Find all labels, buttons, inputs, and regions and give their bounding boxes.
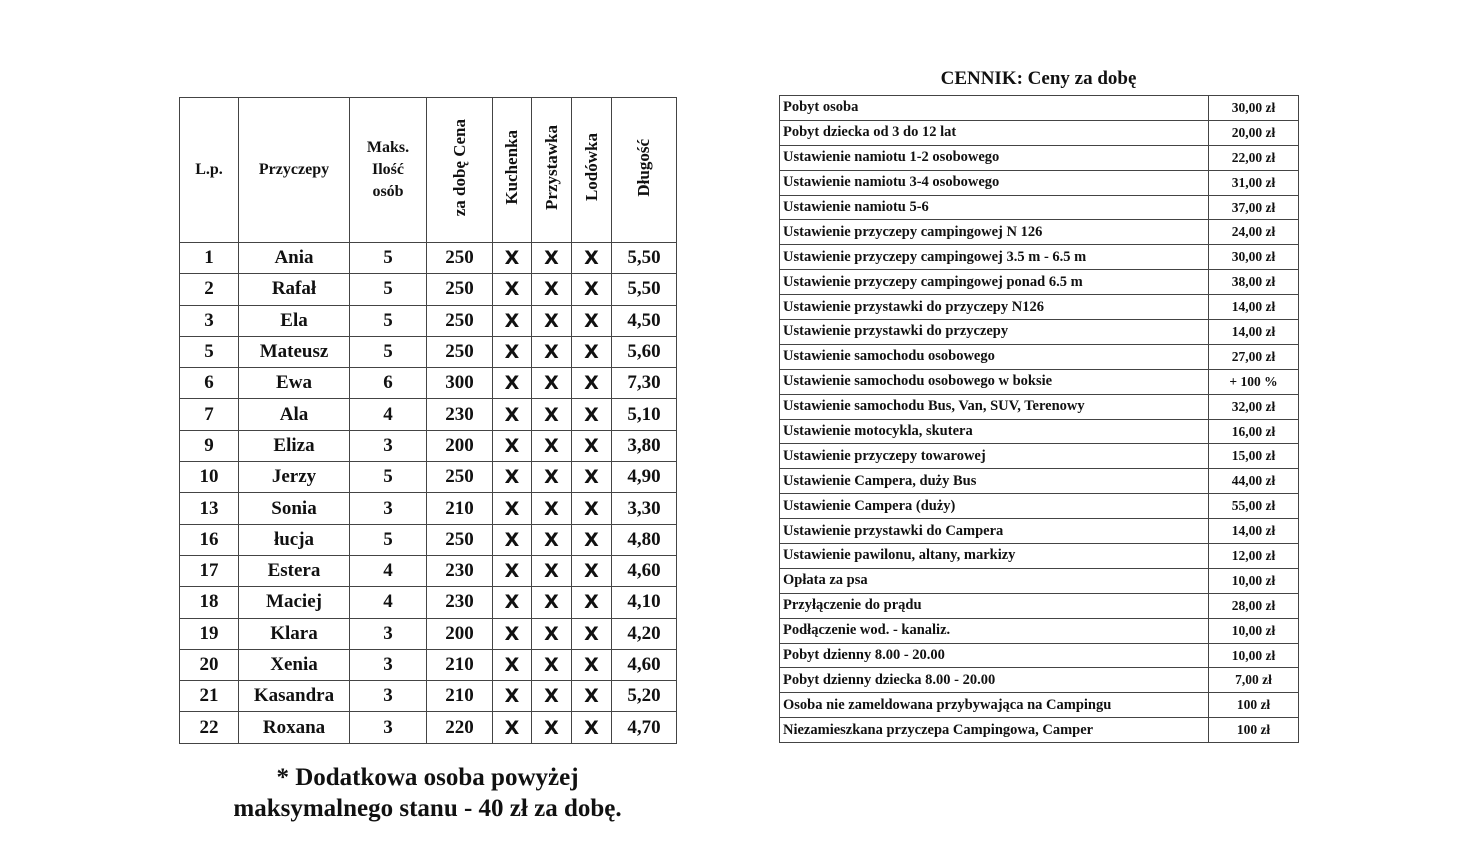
price-list-title: CENNIK: Ceny za dobę [940,68,1137,89]
price-item: Pobyt dziecka od 3 do 12 lat [780,120,1209,145]
cell-fridge: X [572,618,612,649]
cell-lp: 10 [180,462,239,493]
price-row [780,344,1299,369]
cell-kitchen: X [493,649,532,680]
cell-lp: 21 [180,681,239,712]
header-annex-label: Przystawka [541,125,561,210]
price-list-table [779,95,1299,743]
table-row [180,368,677,399]
cell-max: 3 [350,493,427,524]
price-value: 100 zł [1209,718,1299,743]
price-value: 14,00 zł [1209,519,1299,544]
table-row [180,274,677,305]
cell-length: 4,80 [612,524,677,555]
price-item: Ustawienie przyczepy campingowej ponad 6.5 m [780,270,1209,295]
price-row [780,270,1299,295]
cell-price: 250 [427,305,493,336]
price-item: Niezamieszkana przyczepa Campingowa, Camper [780,718,1209,743]
cell-annex: X [532,336,572,367]
cell-max: 3 [350,430,427,461]
cell-lp: 22 [180,712,239,743]
cell-price: 250 [427,274,493,305]
price-row [780,419,1299,444]
cell-fridge: X [572,274,612,305]
cell-kitchen: X [493,336,532,367]
price-row [780,593,1299,618]
table-row [180,618,677,649]
cell-annex: X [532,274,572,305]
cell-fridge: X [572,681,612,712]
trailers-header-row [180,98,677,243]
price-item: Ustawienie Campera, duży Bus [780,469,1209,494]
cell-length: 4,60 [612,649,677,680]
price-row [780,568,1299,593]
cell-max: 5 [350,274,427,305]
cell-lp: 2 [180,274,239,305]
cell-annex: X [532,681,572,712]
price-item: Ustawienie przystawki do Campera [780,519,1209,544]
cell-lp: 3 [180,305,239,336]
price-value: 30,00 zł [1209,96,1299,121]
cell-name: łucja [239,524,350,555]
cell-fridge: X [572,368,612,399]
price-row [780,369,1299,394]
cell-kitchen: X [493,555,532,586]
cell-length: 7,30 [612,368,677,399]
cell-name: Maciej [239,587,350,618]
cell-max: 3 [350,618,427,649]
header-max-line1: Maks. [366,139,410,156]
cell-length: 4,50 [612,305,677,336]
table-row [180,524,677,555]
header-fridge-label: Lodówka [581,133,601,202]
cell-kitchen: X [493,368,532,399]
price-item: Przyłączenie do prądu [780,593,1209,618]
header-length-label: Długość [634,138,653,197]
price-row [780,643,1299,668]
cell-name: Kasandra [239,681,350,712]
cell-annex: X [532,555,572,586]
table-row [180,336,677,367]
cell-max: 5 [350,336,427,367]
cell-max: 5 [350,462,427,493]
cell-kitchen: X [493,712,532,743]
cell-kitchen: X [493,243,532,274]
cell-kitchen: X [493,399,532,430]
price-row [780,295,1299,320]
cell-name: Rafał [239,274,350,305]
cell-name: Estera [239,555,350,586]
cell-annex: X [532,493,572,524]
cell-price: 210 [427,493,493,524]
cell-max: 6 [350,368,427,399]
cell-price: 230 [427,555,493,586]
table-row [180,555,677,586]
cell-lp: 13 [180,493,239,524]
cell-lp: 1 [180,243,239,274]
cell-length: 4,20 [612,618,677,649]
cell-max: 5 [350,243,427,274]
trailers-body [180,243,677,744]
cell-annex: X [532,305,572,336]
cell-annex: X [532,399,572,430]
note-line2: maksymalnego stanu - 40 zł za dobę. [233,795,622,822]
cell-lp: 20 [180,649,239,680]
cell-length: 4,10 [612,587,677,618]
table-row [180,712,677,743]
cell-price: 220 [427,712,493,743]
price-row [780,96,1299,121]
cell-kitchen: X [493,305,532,336]
cell-price: 200 [427,430,493,461]
price-value: 28,00 zł [1209,593,1299,618]
table-row [180,681,677,712]
header-lp: L.p. [180,98,239,243]
price-row [780,170,1299,195]
cell-fridge: X [572,243,612,274]
header-length [612,98,677,243]
cell-kitchen: X [493,274,532,305]
extra-person-note [179,762,676,824]
price-item: Podłączenie wod. - kanaliz. [780,618,1209,643]
price-item: Ustawienie namiotu 5-6 [780,195,1209,220]
header-annex [532,98,572,243]
cell-name: Mateusz [239,336,350,367]
price-row [780,693,1299,718]
cell-length: 4,60 [612,555,677,586]
cell-kitchen: X [493,681,532,712]
price-row [780,195,1299,220]
price-value: 20,00 zł [1209,120,1299,145]
cell-kitchen: X [493,430,532,461]
table-row [180,462,677,493]
cell-max: 5 [350,524,427,555]
cell-annex: X [532,462,572,493]
cell-lp: 16 [180,524,239,555]
cell-annex: X [532,587,572,618]
price-row [780,444,1299,469]
cell-lp: 5 [180,336,239,367]
cell-annex: X [532,712,572,743]
price-item: Pobyt dzienny dziecka 8.00 - 20.00 [780,668,1209,693]
price-value: 44,00 zł [1209,469,1299,494]
price-value: 15,00 zł [1209,444,1299,469]
cell-kitchen: X [493,462,532,493]
cell-length: 5,10 [612,399,677,430]
cell-name: Sonia [239,493,350,524]
price-row [780,718,1299,743]
price-item: Ustawienie namiotu 1-2 osobowego [780,145,1209,170]
cell-price: 210 [427,681,493,712]
cell-max: 4 [350,399,427,430]
price-row [780,394,1299,419]
table-row [180,649,677,680]
price-row [780,145,1299,170]
price-row [780,618,1299,643]
price-item: Ustawienie motocykla, skutera [780,419,1209,444]
price-value: 55,00 zł [1209,494,1299,519]
price-value: 100 zł [1209,693,1299,718]
table-row [180,587,677,618]
table-row [180,243,677,274]
trailers-table [179,97,677,744]
cell-max: 5 [350,305,427,336]
cell-annex: X [532,618,572,649]
price-item: Ustawienie samochodu osobowego [780,344,1209,369]
price-value: 22,00 zł [1209,145,1299,170]
cell-annex: X [532,368,572,399]
price-value: 27,00 zł [1209,344,1299,369]
cell-fridge: X [572,305,612,336]
price-item: Pobyt osoba [780,96,1209,121]
cell-max: 3 [350,712,427,743]
price-item: Ustawienie Campera (duży) [780,494,1209,519]
price-value: 10,00 zł [1209,618,1299,643]
price-item: Opłata za psa [780,568,1209,593]
cell-length: 5,50 [612,243,677,274]
price-row [780,320,1299,345]
price-row [780,519,1299,544]
price-value: 24,00 zł [1209,220,1299,245]
price-item: Pobyt dzienny 8.00 - 20.00 [780,643,1209,668]
header-max-persons [350,98,427,243]
cell-name: Klara [239,618,350,649]
price-row [780,220,1299,245]
price-item: Ustawienie przystawki do przyczepy [780,320,1209,345]
price-item: Ustawienie przyczepy campingowej N 126 [780,220,1209,245]
cell-lp: 9 [180,430,239,461]
cell-fridge: X [572,649,612,680]
cell-name: Roxana [239,712,350,743]
price-row [780,469,1299,494]
cell-price: 250 [427,243,493,274]
cell-fridge: X [572,430,612,461]
price-item: Ustawienie samochodu osobowego w boksie [780,369,1209,394]
header-price [427,98,493,243]
cell-length: 5,60 [612,336,677,367]
cell-price: 250 [427,336,493,367]
price-value: 37,00 zł [1209,195,1299,220]
price-row [780,544,1299,569]
table-row [180,305,677,336]
price-value: 12,00 zł [1209,544,1299,569]
price-item: Ustawienie samochodu Bus, Van, SUV, Terenowy [780,394,1209,419]
cell-annex: X [532,243,572,274]
price-value: 31,00 zł [1209,170,1299,195]
header-kitchen [493,98,532,243]
header-max-line2: Ilość [372,161,404,178]
price-item: Ustawienie pawilonu, altany, markizy [780,544,1209,569]
price-value: 14,00 zł [1209,295,1299,320]
cell-length: 3,30 [612,493,677,524]
price-value: 14,00 zł [1209,320,1299,345]
price-value: 7,00 zł [1209,668,1299,693]
cell-price: 250 [427,524,493,555]
cell-length: 3,80 [612,430,677,461]
price-item: Ustawienie namiotu 3-4 osobowego [780,170,1209,195]
cell-lp: 7 [180,399,239,430]
cell-name: Ania [239,243,350,274]
price-item: Ustawienie przystawki do przyczepy N126 [780,295,1209,320]
price-item: Ustawienie przyczepy campingowej 3.5 m - 6.5 m [780,245,1209,270]
cell-annex: X [532,430,572,461]
cell-price: 300 [427,368,493,399]
price-value: 10,00 zł [1209,568,1299,593]
cell-price: 200 [427,618,493,649]
price-value: 32,00 zł [1209,394,1299,419]
cell-fridge: X [572,524,612,555]
cell-lp: 6 [180,368,239,399]
cell-annex: X [532,524,572,555]
cell-max: 4 [350,555,427,586]
cell-fridge: X [572,336,612,367]
table-row [180,493,677,524]
cell-name: Ewa [239,368,350,399]
table-row [180,399,677,430]
cell-fridge: X [572,555,612,586]
price-item: Ustawienie przyczepy towarowej [780,444,1209,469]
cell-fridge: X [572,493,612,524]
price-row [780,494,1299,519]
price-value: 38,00 zł [1209,270,1299,295]
price-value: + 100 % [1209,369,1299,394]
price-value: 16,00 zł [1209,419,1299,444]
cell-max: 3 [350,649,427,680]
cell-fridge: X [572,712,612,743]
cell-fridge: X [572,399,612,430]
cell-price: 230 [427,399,493,430]
cell-name: Xenia [239,649,350,680]
cell-kitchen: X [493,493,532,524]
cell-length: 5,20 [612,681,677,712]
cell-kitchen: X [493,618,532,649]
cell-fridge: X [572,587,612,618]
cell-lp: 18 [180,587,239,618]
cell-lp: 17 [180,555,239,586]
cell-length: 5,50 [612,274,677,305]
cell-lp: 19 [180,618,239,649]
price-row [780,668,1299,693]
cell-max: 3 [350,681,427,712]
cell-kitchen: X [493,524,532,555]
header-fridge [572,98,612,243]
price-item: Osoba nie zameldowana przybywająca na Campingu [780,693,1209,718]
cell-length: 4,90 [612,462,677,493]
cell-name: Ala [239,399,350,430]
header-kitchen-label: Kuchenka [502,130,521,205]
cell-kitchen: X [493,587,532,618]
table-row [180,430,677,461]
header-price-label: za dobę Cena [449,118,469,217]
price-value: 30,00 zł [1209,245,1299,270]
cell-price: 230 [427,587,493,618]
cell-name: Eliza [239,430,350,461]
cell-name: Ela [239,305,350,336]
price-row [780,120,1299,145]
price-value: 10,00 zł [1209,643,1299,668]
cell-name: Jerzy [239,462,350,493]
header-name: Przyczepy [239,98,350,243]
price-row [780,245,1299,270]
note-line1: * Dodatkowa osoba powyżej [276,764,579,791]
cell-price: 210 [427,649,493,680]
cell-length: 4,70 [612,712,677,743]
cell-max: 4 [350,587,427,618]
cell-fridge: X [572,462,612,493]
header-max-line3: osób [372,183,404,200]
cell-price: 250 [427,462,493,493]
cell-annex: X [532,649,572,680]
